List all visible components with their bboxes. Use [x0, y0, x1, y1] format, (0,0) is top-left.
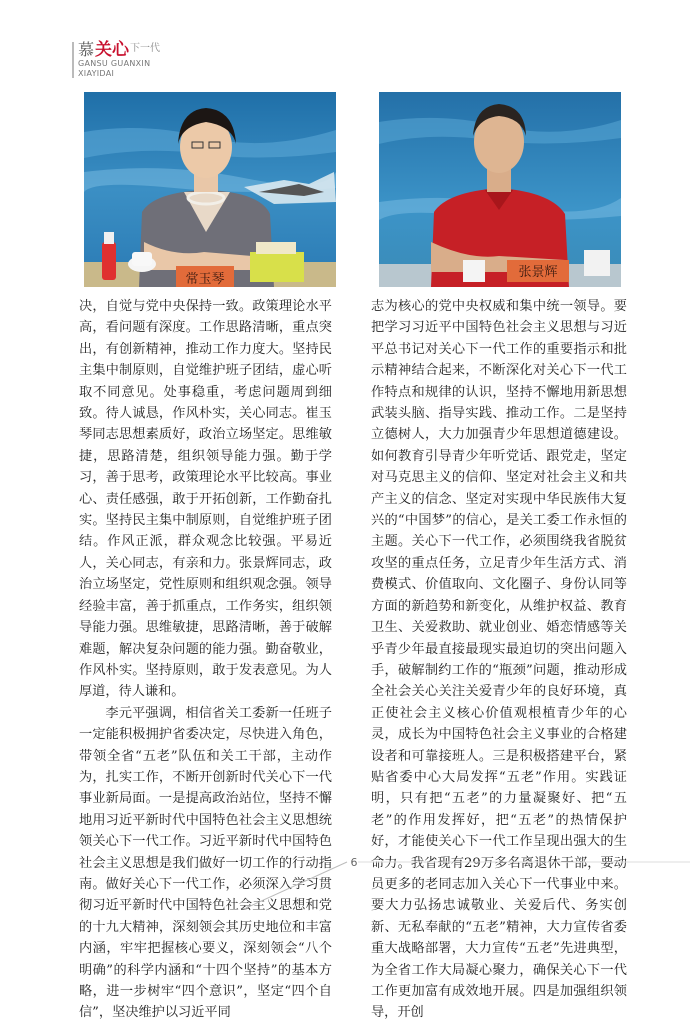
nameplate-left: 常玉琴 — [185, 272, 225, 287]
masthead-prefix: 慕 — [78, 40, 96, 59]
paragraph: 决，自觉与党中央保持一致。政策理论水平高，看问题有深度。工作思路清晰，重点突出，有创新精神，推动工作力度大。坚持民主集中制原则，自觉维护班子团结，虚心听取不同意见。处事稳重，考虑问题周到细致。待人诚恳，作风朴实，关心同志。崔玉琴同志思想素质好，政治立场坚定。思维敏捷，思路清楚，组织领导能力强。勤于学习，善于思考，政策理论水平比较高。事业心、责任感强，敢于开拓创新，工作勤奋扎实。坚持民主集中制原则，自觉维护班子团结。作风正派，群众观念比较强。平易近人，关心同志，有亲和力。张景辉同志，政治立场坚定，党性原则和组织观念强。领导经验丰富，善于抓重点，工作务实，组织领导能力强。思维敏捷，思路清晰，善于破解难题，解决复杂问题的能力强。勤奋敬业，作风朴实。坚持原则，敢于发表意见。为人厚道，待人谦和。 — [79, 299, 332, 700]
masthead-accent: 关心 — [95, 40, 130, 60]
paragraph: 志为核心的党中央权威和集中统一领导。要把学习习近平中国特色社会主义思想与习近平总书记对关心下一代工作的重要指示和批示精神结合起来，不断深化对关心下一代工作特点和规律的认识，坚持不懈地用新思想武装头脑、指导实践、推动工作。二是坚持立德树人，大力加强青少年思想道德建设。如何教育引导青少年听党话、跟党走，坚定对马克思主义的信仰、坚定对社会主义和共产主义的信念、坚定对实现中华民族伟大复兴的“中国梦”的信心，是关工委工作永恒的主题。关心下一代工作，必须围绕我省脱贫攻坚的重点任务，立足青少年生活方式、消费模式、价值取向、文化圈子、身份认同等方面的新趋势和新变化，从维护权益、教育卫生、关爱救助、就业创业、婚恋情感等关乎青少年最直接最现实最迫切的突出问题入手，破解制约工作的“瓶颈”问题，推动形成全社会关心关注关爱青少年的良好环境，真正使社会主义核心价值观根植青少年的心灵，成长为中国特色社会主义事业的合格建设者和可靠接班人。三是积极搭建平台，紧贴省委中心大局发挥“五老”作用。实践证明，只有把“五老”的力量凝聚好、把“五老”的作用发挥好，把“五老”的热情保护好，才能使关心下一代工作呈现出强大的生命力。我省现有29万多名离退休干部，要动员更多的老同志加入关心下一代事业中来。要大力弘扬忠诚敬业、关爱后代、务实创新、无私奉献的“五老”精神，大力宣传省委重大战略部署，大力宣传“五老”先进典型，为全省工作大局凝心聚力，确保关心下一代工作更加富有成效地开展。四是加强组织领导，开创 — [371, 299, 627, 1021]
masthead-en-line1: GANSU GUANXIN — [78, 59, 151, 68]
masthead-en-line2: XIAYIDAI — [78, 69, 115, 78]
nameplate-right: 张景辉 — [518, 265, 558, 280]
page-number: 6 — [350, 856, 358, 869]
masthead-suffix: 下一代 — [130, 43, 161, 54]
paragraph: 李元平强调，相信省关工委新一任班子一定能积极拥护省委决定，尽快进入角色，带领全省“五老”队伍和关工干部，主动作为，扎实工作，不断开创新时代关心下一代事业新局面。一是提高政治站位，坚持不懈地用习近平新时代中国特色社会主义思想统领关心下一代工作。习近平新时代中国特色社会主义思想是我们做好一切工作的行动指南。做好关心下一代工作，必须深入学习贯彻习近平新时代中国特色社会主义思想和党的十九大精神，深刻领会其历史地位和丰富内涵，牢牢把握核心要义，深刻领会“八个明确”的科学内涵和“十四个坚持”的基本方略，进一步树牢“四个意识”，坚定“四个自信”，坚决维护以习近平同 — [79, 705, 332, 1021]
